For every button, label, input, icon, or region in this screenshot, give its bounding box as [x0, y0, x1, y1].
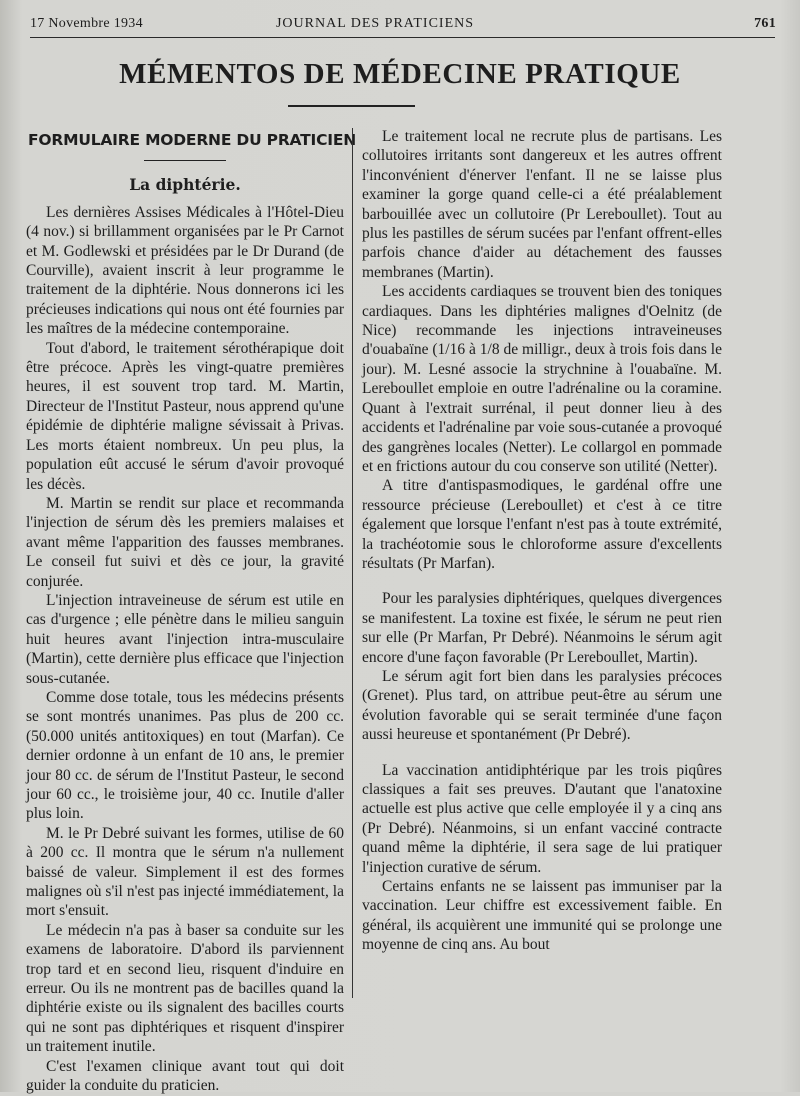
column-divider [352, 128, 353, 998]
paragraph: La vaccination antidiphtérique par les trois piqûres classiques a fait ses preuves. D'autant que l'anatoxine actuelle est plus active que celle employée il y a cinq ans (Pr Debré). Néanmoins, si un enfant vacciné contracte quand même la diphtérie, il sera sage de lui pratiquer l'injection curative de sérum. [362, 761, 722, 876]
header-date: 17 Novembre 1934 [30, 16, 143, 31]
paragraph: Certains enfants ne se laissent pas immuniser par la vaccination. Leur chiffre est excessivement faible. En général, ils acquièrent une immunité qui se prolonge une moyenne de cinq ans. Au bout [362, 878, 722, 954]
spacer [362, 745, 722, 761]
article-subtitle: La diphtérie. [129, 175, 241, 195]
paragraph: Les dernières Assises Médicales à l'Hôtel-Dieu (4 nov.) si brillamment organisées par le Pr Carnot et M. Godlewski et présidées par le Dr Durand (de Courville), avaient inscrit à leur programme le traitement de la diphtérie. Nous donnerons ici les précieuses indications qui nous ont été fournies par les maîtres de la médecine contemporaine. [26, 203, 344, 338]
paragraph: M. le Pr Debré suivant les formes, utilise de 60 à 200 cc. Il montra que le sérum n'a nullement baissé de valeur. Simplement il est des formes malignes où s'il n'est pas injecté immédiatement, la mort s'ensuit. [26, 824, 344, 920]
title-rule [288, 105, 415, 107]
section-heading: FORMULAIRE MODERNE DU PRATICIEN [28, 131, 356, 149]
header-rule [30, 37, 775, 38]
paragraph: A titre d'antispasmodiques, le gardénal offre une ressource précieuse (Lereboullet) et c'est à ce titre également que lorsque l'enfant n'est pas à toute extrémité, la trachéotomie sous le chloroforme assure d'excellents résultats (Pr Marfan). [362, 477, 722, 572]
paragraph: Le médecin n'a pas à baser sa conduite sur les examens de laboratoire. D'abord ils parviennent trop tard et en second lieu, risquent d'induire en erreur. Ou ils ne montrent pas de bacilles quand la diphtérie existe ou ils signalent des bacilles courts qui ne sont pas diphtériques et risquent d'inspirer un traitement inutile. [26, 921, 344, 1056]
page-number: 761 [754, 16, 776, 31]
paragraph: Comme dose totale, tous les médecins présents se sont montrés unanimes. Pas plus de 200 cc. (50.000 unités antitoxiques) en tout (Marfan). Ce dernier ordonne à un enfant de 10 ans, le premier jour 80 cc. de sérum de l'Institut Pasteur, le second jour 60 cc., le troisième jour, 40 cc. Inutile d'aller plus loin. [26, 688, 344, 823]
paragraph: Le traitement local ne recrute plus de partisans. Les collutoires irritants sont dangereux et les autres offrent l'inconvénient d'énerver l'enfant. Il ne se laisse plus examiner la gorge quand celle-ci a été préalablement barbouillée avec un collutoire (Pr Lereboullet). Tout au plus les pastilles de sérum sucées par l'enfant offrent-elles parfois chance d'aider au détachement des fausses membranes (Martin). [362, 128, 722, 281]
paragraph: M. Martin se rendit sur place et recommanda l'injection de sérum dès les premiers malaises et avant même l'apparition des fausses membranes. Le conseil fut suivi et dès ce jour, la gravité conjurée. [26, 494, 344, 590]
header-journal-name: JOURNAL DES PRATICIENS [275, 16, 475, 31]
paragraph: Tout d'abord, le traitement sérothérapique doit être précoce. Après les vingt-quatre premières heures, il est souvent trop tard. M. Martin, Directeur de l'Institut Pasteur, nous apprend qu'une épidémie de diphtérie maligne sévissait à Privas. Les morts étaient nombreux. Un peu plus, la population eût accusé le sérum d'avoir provoqué les décès. [26, 339, 344, 493]
left-column [26, 125, 356, 1096]
running-header [30, 16, 776, 36]
paragraph: Le sérum agit fort bien dans les paralysies précoces (Grenet). Plus tard, on attribue peut-être au sérum une évolution favorable qui se serait terminée d'une façon aussi heureuse et spontanément (Pr Debré). [362, 667, 722, 744]
page-title: MÉMENTOS DE MÉDECINE PRATIQUE [119, 58, 681, 90]
paragraph: C'est l'examen clinique avant tout qui doit guider la conduite du praticien. [26, 1057, 344, 1095]
paragraph: L'injection intraveineuse de sérum est utile en cas d'urgence ; elle pénètre dans le milieu sanguin huit heures avant l'injection intra-musculaire (Martin), cette dernière plus efficace que l'injection sous-cutanée. [26, 591, 344, 687]
spacer [362, 573, 722, 589]
section-rule [144, 160, 226, 161]
right-column [362, 127, 722, 955]
paragraph: Pour les paralysies diphtériques, quelques divergences se manifestent. La toxine est fixée, le sérum ne peut rien sur elle (Pr Marfan, Pr Debré). Néanmoins le sérum agit encore d'une façon favorable (Pr Lereboullet, Martin). [362, 590, 722, 666]
paragraph: Les accidents cardiaques se trouvent bien des toniques cardiaques. Dans les diphtéries malignes d'Oelnitz (de Nice) recommande les injections intraveineuses d'ouabaïne (1/16 à 1/8 de milligr., deux à trois fois dans le jour). M. Lesné associe la strychnine à l'ouabaïne. M. Lereboullet emploie en outre l'adrénaline ou la coramine. Quant à l'extrait surrénal, il peut donner lieu à des accidents et l'adrénaline par voie sous-cutanée a provoqué des gangrènes locales (Netter). Le collargol en pommade et en frictions autour du cou conserve son utilité (Netter). [362, 283, 722, 475]
